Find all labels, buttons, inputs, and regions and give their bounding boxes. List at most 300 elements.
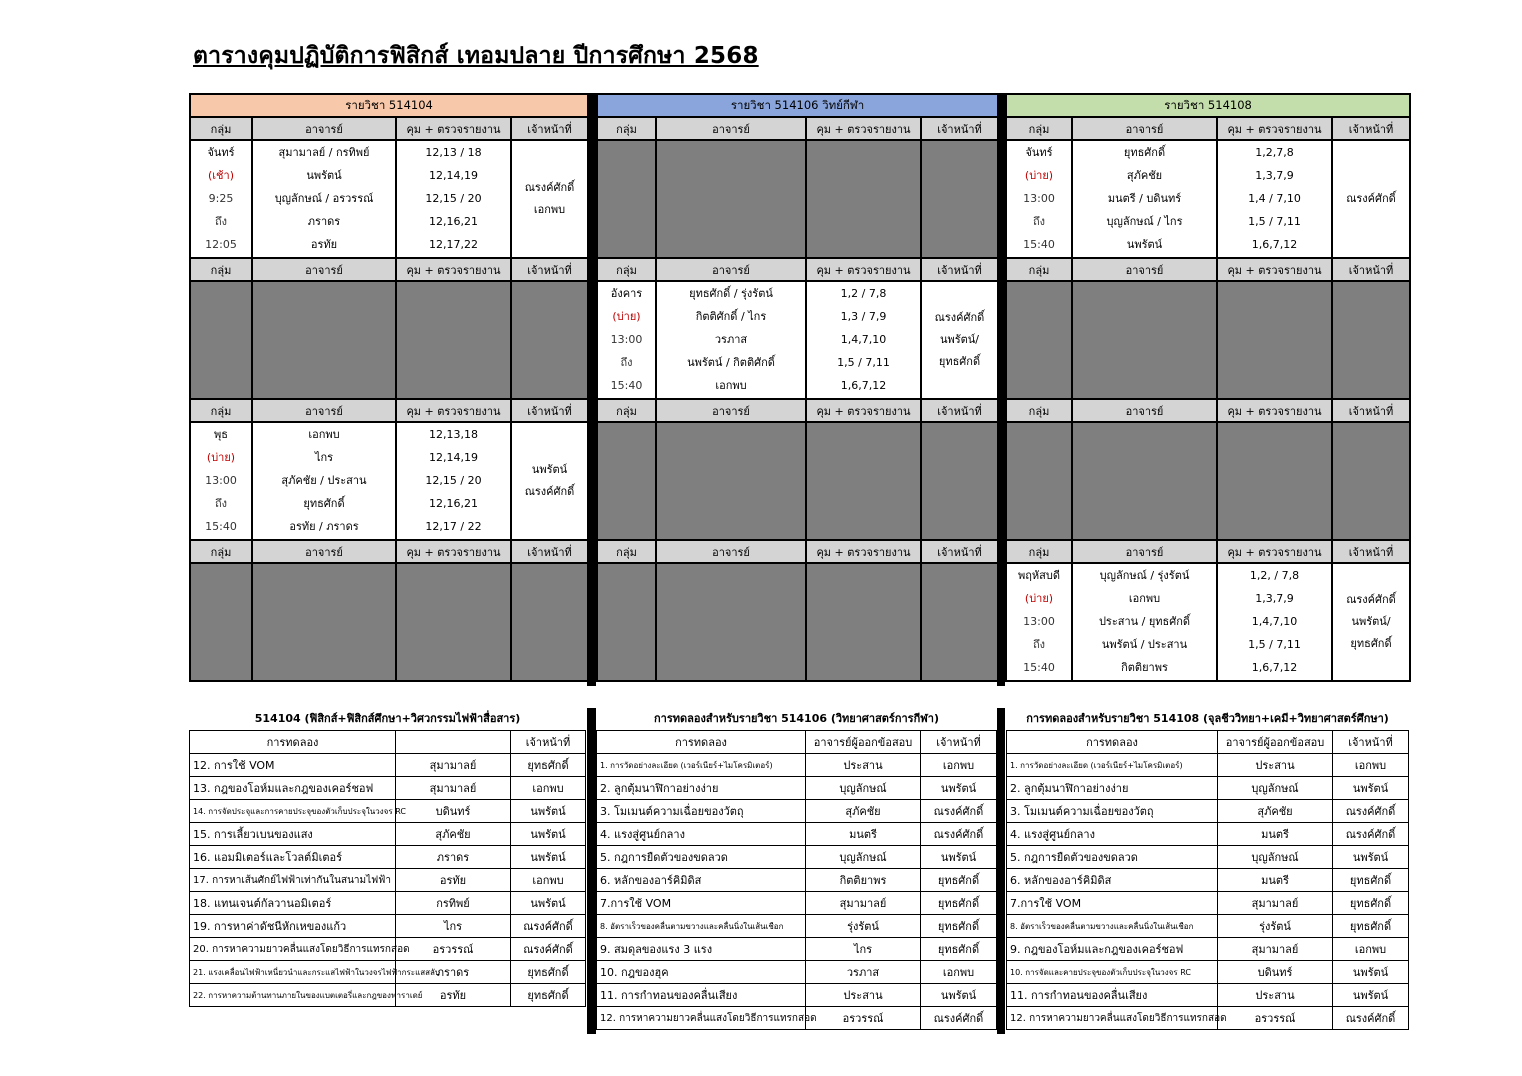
experiment-name: 12. การหาความยาวคลื่นแสงโดยวิธีการแทรกสอด [1007,1007,1218,1030]
group-numbers: 1,2 / 7,8 [840,287,887,300]
header-staff: เจ้าหน้าที่ [511,731,586,754]
examiner-name: ไกร [806,938,921,961]
schedule-header-row [190,258,588,281]
staff-name: ยุทธศักดิ์ [921,892,997,915]
experiment-row [1007,938,1409,961]
header-teacher: อาจารย์ [252,540,396,563]
time-text: 13:00 [1023,192,1055,205]
staff-name: ณรงค์ศักดิ์ [1333,1007,1409,1030]
examiner-name: บดินทร์ [1218,961,1333,984]
staff-name: นพรัตน์ [531,463,568,476]
header-group: กลุ่ม [597,258,656,281]
staff-name: เอกพบ [1333,754,1409,777]
teacher-name: มนตรี / บดินทร์ [1107,192,1182,205]
teacher-cell [1072,140,1217,258]
experiment-name: 7.การใช้ VOM [1007,892,1218,915]
experiment-row [190,984,586,1007]
header-teacher: อาจารย์ [656,399,806,422]
course-caption-row [190,94,588,117]
group-numbers: 12,15 / 20 [425,192,482,205]
group-numbers: 12,15 / 20 [425,474,482,487]
schedule-block [597,140,998,258]
column-divider [997,93,1005,686]
time-text: ถึง [214,215,228,228]
staff-name: เอกพบ [1333,938,1409,961]
experiment-name: 18. แทนเจนต์กัลวานอมิเตอร์ [190,892,396,915]
course-schedule-514104 [189,93,589,682]
experiments-514106 [596,706,997,1030]
staff-list [512,141,587,257]
experiment-title-row [1007,706,1409,731]
column-divider [587,93,596,686]
experiment-table-title: การทดลองสำหรับรายวิชา 514106 (วิทยาศาสตร์การกีฬา) [654,712,939,725]
header-group: กลุ่ม [597,399,656,422]
group-numbers: 1,4 / 7,10 [1248,192,1301,205]
time-text: ถึง [214,497,228,510]
header-staff: เจ้าหน้าที่ [921,731,997,754]
examiner-name: ประสาน [806,984,921,1007]
examiner-name: รุ่งรัตน์ [1218,915,1333,938]
time-text: ถึง [620,356,633,369]
experiment-name: 22. การหาความต้านทานภายในของแบตเตอรี่และกฎของฟาราเดย์ [190,984,396,1007]
empty-slot [806,422,921,540]
staff-name: ณรงค์ศักดิ์ [511,938,586,961]
experiment-name: 21. แรงเคลื่อนไฟฟ้าเหนี่ยวนำและกระแสไฟฟ้าในวงจรไฟฟ้ากระแสสลับ [190,961,396,984]
examiner-name: บุญลักษณ์ [1218,846,1333,869]
teacher-name: เอกพบ [308,428,340,441]
course-caption-row [597,94,998,117]
empty-slot [1006,281,1072,399]
experiment-name: 17. การหาเส้นศักย์ไฟฟ้าเท่ากันในสนามไฟฟ้า [190,869,396,892]
group-numbers: 1,4,7,10 [840,333,887,346]
teacher-name: ยุทธศักดิ์ [1123,146,1166,159]
group-numbers: 12,16,21 [429,497,478,510]
header-teacher: อาจารย์ [1072,399,1217,422]
experiment-title-row [190,706,586,731]
empty-slot [511,563,588,681]
experiment-name: 5. กฎการยืดตัวของขดลวด [1007,846,1218,869]
staff-name: ยุทธศักดิ์ [921,915,997,938]
day-name: จันทร์ [207,146,235,159]
staff-name: นพรัตน์ [511,846,586,869]
examiner-name: สุมามาลย์ [396,754,511,777]
group-numbers: 1,5 / 7,11 [1248,638,1301,651]
time-text: 13:00 [1023,615,1055,628]
examiner-name: อรวรรณ์ [1218,1007,1333,1030]
teacher-cell [656,281,806,399]
staff-name: นพรัตน์ [921,984,997,1007]
day-time [598,282,655,398]
teacher-name: กิตติยาพร [1121,661,1168,674]
schedule-header-row [1006,117,1410,140]
group-numbers: 1,3,7,9 [1255,169,1294,182]
time-text: 15:40 [1023,238,1055,251]
experiment-row [1007,1007,1409,1030]
header-group: กลุ่ม [1006,258,1072,281]
staff-name: ณรงค์ศักดิ์ [921,800,997,823]
header-groups-report: คุม + ตรวจรายงาน [1217,258,1332,281]
empty-slot [1332,422,1410,540]
experiment-row [190,938,586,961]
teacher-name: เอกพบ [1128,592,1161,605]
examiner-name: มนตรี [806,823,921,846]
staff-list [512,423,587,539]
experiment-name: 10. กฎของฮุค [597,961,806,984]
examiner-name: สุภัคชัย [1218,800,1333,823]
header-teacher: อาจารย์ [656,117,806,140]
course-schedule-514106 [596,93,999,682]
staff-name: ณรงค์ศักดิ์ [1346,192,1396,205]
staff-name: ยุทธศักดิ์ [511,754,586,777]
examiner-name: บุญลักษณ์ [806,846,921,869]
experiment-name: 1. การวัดอย่างละเอียด (เวอร์เนียร์+ไมโครมิเตอร์) [1007,754,1218,777]
empty-slot [252,563,396,681]
group-numbers: 12,16,21 [429,215,478,228]
header-group: กลุ่ม [1006,399,1072,422]
header-staff: เจ้าหน้าที่ [511,399,588,422]
examiner-name: มนตรี [1218,823,1333,846]
empty-slot [921,422,998,540]
session: (บ่าย) [206,451,236,464]
staff-name: นพรัตน์ [1333,846,1409,869]
schedule-header-row [190,540,588,563]
teacher-list [1073,141,1216,257]
examiner-name: สุมามาลย์ [806,892,921,915]
schedule-block [190,281,588,399]
day-name: พฤหัสบดี [1017,569,1060,582]
time-text: 13:00 [205,474,237,487]
experiment-row [597,961,997,984]
experiment-name: 19. การหาค่าดัชนีหักเหของแก้ว [190,915,396,938]
session: (บ่าย) [1024,169,1054,182]
examiner-name: บุญลักษณ์ [806,777,921,800]
empty-slot [511,281,588,399]
header-group: กลุ่ม [190,258,252,281]
examiner-name: กรทิพย์ [396,892,511,915]
teacher-list [253,423,395,539]
staff-list [1333,141,1409,257]
experiment-row [597,869,997,892]
header-staff: เจ้าหน้าที่ [921,117,998,140]
group-numbers: 12,13,18 [429,428,478,441]
empty-slot [656,140,806,258]
examiner-name: สุมามาลย์ [1218,938,1333,961]
header-groups-report: คุม + ตรวจรายงาน [396,540,511,563]
header-examiner: อาจารย์ผู้ออกข้อสอบ [1218,731,1333,754]
teacher-cell [1072,563,1217,681]
group-numbers: 1,6,7,12 [840,379,887,392]
experiment-name: 10. การจัดและคายประจุของตัวเก็บประจุในวงจร RC [1007,961,1218,984]
course-caption: รายวิชา 514108 [1006,94,1410,117]
examiner-name: สุมามาลย์ [1218,892,1333,915]
experiment-row [1007,915,1409,938]
experiment-name: 20. การหาความยาวคลื่นแสงโดยวิธีการแทรกสอด [190,938,396,961]
teacher-list [657,282,805,398]
empty-slot [597,563,656,681]
experiment-header-row [190,731,586,754]
header-group: กลุ่ม [597,540,656,563]
header-groups-report: คุม + ตรวจรายงาน [396,399,511,422]
experiments-514108 [1006,706,1409,1030]
teacher-name: สุภัคชัย / ประสาน [281,474,367,487]
groups-cell [806,281,921,399]
experiment-row [1007,892,1409,915]
examiner-name: อรทัย [396,869,511,892]
experiment-row [190,777,586,800]
header-groups-report: คุม + ตรวจรายงาน [396,117,511,140]
header-staff: เจ้าหน้าที่ [1332,258,1410,281]
header-group: กลุ่ม [1006,540,1072,563]
teacher-name: วรภาส [714,333,748,346]
experiment-name: 8. อัตราเร็วของคลื่นตามขวางและคลื่นนิ่งในเส้นเชือก [597,915,806,938]
empty-slot [921,140,998,258]
experiment-row [190,800,586,823]
day-time-cell [1006,563,1072,681]
teacher-name: อรทัย [310,238,338,251]
header-groups-report: คุม + ตรวจรายงาน [1217,540,1332,563]
teacher-name: นพรัตน์ [306,169,342,182]
empty-slot [1072,281,1217,399]
header-experiment: การทดลอง [597,731,806,754]
teacher-list [1073,564,1216,680]
header-teacher: อาจารย์ [252,258,396,281]
header-staff: เจ้าหน้าที่ [921,258,998,281]
header-group: กลุ่ม [190,399,252,422]
examiner-name: มนตรี [1218,869,1333,892]
header-staff: เจ้าหน้าที่ [511,117,588,140]
experiment-name: 1. การวัดอย่างละเอียด (เวอร์เนียร์+ไมโครมิเตอร์) [597,754,806,777]
teacher-name: สุภัคชัย [1126,169,1163,182]
header-teacher: อาจารย์ [1072,258,1217,281]
experiment-row [1007,777,1409,800]
staff-name: ณรงค์ศักดิ์ [524,485,575,498]
teacher-name: ยุทธศักดิ์ [303,497,345,510]
empty-slot [1006,422,1072,540]
day-time-cell [597,281,656,399]
teacher-name: นพรัตน์ [1126,238,1163,251]
group-list [397,141,510,257]
group-numbers: 1,3 / 7,9 [840,310,887,323]
header-teacher: อาจารย์ [1072,117,1217,140]
schedule-block [1006,281,1410,399]
schedule-block [190,422,588,540]
group-numbers: 1,3,7,9 [1255,592,1294,605]
teacher-name: บุญลักษณ์ / ไกร [1106,215,1183,228]
group-numbers: 1,2,7,8 [1255,146,1294,159]
day-time [191,423,251,539]
staff-name: ณรงค์ศักดิ์ [921,1007,997,1030]
schedule-header-row [597,258,998,281]
time-text: ถึง [1032,638,1046,651]
experiment-row [597,938,997,961]
staff-name: ยุทธศักดิ์ [1350,637,1392,650]
course-caption: รายวิชา 514104 [190,94,588,117]
schedule-block [190,563,588,681]
day-time-cell [190,140,252,258]
staff-cell [1332,563,1410,681]
teacher-name: ภราดร [307,215,341,228]
staff-name: ณรงค์ศักดิ์ [1333,800,1409,823]
experiment-name: 12. การใช้ VOM [190,754,396,777]
examiner-name: รุ่งรัตน์ [806,915,921,938]
schedule-header-row [190,399,588,422]
course-caption-row [1006,94,1410,117]
experiment-row [597,984,997,1007]
day-time [1007,564,1071,680]
header-staff: เจ้าหน้าที่ [1332,540,1410,563]
staff-name: ยุทธศักดิ์ [921,869,997,892]
group-numbers: 1,5 / 7,11 [837,356,890,369]
teacher-name: เอกพบ [715,379,747,392]
experiment-row [597,915,997,938]
examiner-name: อรทัย [396,984,511,1007]
time-text: ถึง [1032,215,1046,228]
experiment-row [597,846,997,869]
experiment-row [597,892,997,915]
group-list [1218,141,1331,257]
staff-cell [511,422,588,540]
header-groups-report: คุม + ตรวจรายงาน [806,540,921,563]
day-name: พุธ [214,428,228,441]
staff-name: ยุทธศักดิ์ [511,961,586,984]
time-text: 12:05 [205,238,237,251]
header-staff: เจ้าหน้าที่ [1332,117,1410,140]
schedule-header-row [597,117,998,140]
empty-slot [597,140,656,258]
experiment-row [597,754,997,777]
header-group: กลุ่ม [190,540,252,563]
groups-cell [396,422,511,540]
experiments-514104 [189,706,586,1007]
teacher-cell [252,140,396,258]
teacher-name: สุมามาลย์ / กรทิพย์ [278,146,370,159]
course-schedule-514108 [1005,93,1411,682]
examiner-name: ภราดร [396,961,511,984]
empty-slot [190,563,252,681]
examiner-name: บุญลักษณ์ [1218,777,1333,800]
time-text: 13:00 [610,333,643,346]
header-staff: เจ้าหน้าที่ [511,540,588,563]
examiner-name: สุภัคชัย [806,800,921,823]
experiment-name: 9. สมดุลของแรง 3 แรง [597,938,806,961]
column-divider [587,708,596,1034]
experiment-row [597,823,997,846]
group-numbers: 1,5 / 7,11 [1248,215,1301,228]
experiment-name: 3. โมเมนต์ความเฉื่อยของวัตถุ [597,800,806,823]
staff-name: ยุทธศักดิ์ [1333,915,1409,938]
time-text: 15:40 [205,520,237,533]
staff-name: ณรงค์ศักดิ์ [524,181,575,194]
groups-cell [1217,140,1332,258]
experiment-row [190,754,586,777]
column-divider [997,708,1005,1034]
schedule-block [1006,563,1410,681]
schedule-header-row [1006,540,1410,563]
schedule-block [597,281,998,399]
group-numbers: 12,13 / 18 [425,146,482,159]
schedule-header-row [597,540,998,563]
staff-name: นพรัตน์ [1333,984,1409,1007]
staff-name: เอกพบ [921,961,997,984]
examiner-name: ประสาน [806,754,921,777]
staff-name: ณรงค์ศักดิ์ [1333,823,1409,846]
experiment-row [190,961,586,984]
session: (เช้า) [208,169,234,182]
header-teacher: อาจารย์ [252,117,396,140]
group-list [1218,564,1331,680]
staff-name: เอกพบ [533,203,566,216]
experiment-name: 11. การกำทอนของคลื่นเสียง [1007,984,1218,1007]
examiner-name: อรวรรณ์ [806,1007,921,1030]
group-list [807,282,920,398]
header-teacher: อาจารย์ [252,399,396,422]
day-time [1007,141,1071,257]
staff-list [1333,564,1409,680]
teacher-name: นพรัตน์ / ประสาน [1101,638,1188,651]
experiment-name: 6. หลักของอาร์คิมิดิส [1007,869,1218,892]
day-time-cell [1006,140,1072,258]
group-numbers: 12,17 / 22 [425,520,482,533]
teacher-name: นพรัตน์ / กิตติศักดิ์ [687,356,775,369]
experiment-name: 3. โมเมนต์ความเฉื่อยของวัตถุ [1007,800,1218,823]
group-numbers: 1,6,7,12 [1251,238,1298,251]
day-name: จันทร์ [1025,146,1053,159]
teacher-cell [252,422,396,540]
staff-name: นพรัตน์ [511,823,586,846]
examiner-name: ประสาน [1218,984,1333,1007]
teacher-name: บุญลักษณ์ / อรวรรณ์ [274,192,374,205]
staff-name: ณรงค์ศักดิ์ [1346,593,1396,606]
experiment-name: 6. หลักของอาร์คิมิดิส [597,869,806,892]
staff-name: ณรงค์ศักดิ์ [921,823,997,846]
schedule-block [597,563,998,681]
experiment-row [1007,754,1409,777]
staff-name: เอกพบ [511,869,586,892]
day-name: อังคาร [610,287,643,300]
header-group: กลุ่ม [190,117,252,140]
schedule-block [1006,422,1410,540]
experiment-name: 16. แอมมิเตอร์และโวลต์มิเตอร์ [190,846,396,869]
experiment-row [190,915,586,938]
group-numbers: 1,6,7,12 [1251,661,1298,674]
empty-slot [396,563,511,681]
course-caption: รายวิชา 514106 วิทย์กีฬา [597,94,998,117]
examiner-name: อรวรรณ์ [396,938,511,961]
staff-name: นพรัตน์ [1333,961,1409,984]
examiner-name: สุมามาลย์ [396,777,511,800]
experiment-row [1007,823,1409,846]
group-numbers: 12,14,19 [429,169,478,182]
teacher-name: ไกร [314,451,334,464]
schedule-block [190,140,588,258]
group-numbers: 12,14,19 [429,451,478,464]
experiment-table-title: 514104 (ฟิสิกส์+ฟิสิกส์ศึกษา+วิศวกรรมไฟฟ้าสื่อสาร) [254,712,521,725]
experiment-row [597,1007,997,1030]
schedule-header-row [1006,399,1410,422]
experiment-row [1007,984,1409,1007]
header-groups-report: คุม + ตรวจรายงาน [1217,117,1332,140]
empty-slot [806,140,921,258]
header-teacher: อาจารย์ [1072,540,1217,563]
examiner-name: ภราดร [396,846,511,869]
staff-name: ยุทธศักดิ์ [938,355,981,368]
empty-slot [1332,281,1410,399]
empty-slot [806,563,921,681]
header-teacher: อาจารย์ [656,258,806,281]
group-numbers: 1,2, / 7,8 [1249,569,1300,582]
schedule-block [597,422,998,540]
examiner-name: ประสาน [1218,754,1333,777]
